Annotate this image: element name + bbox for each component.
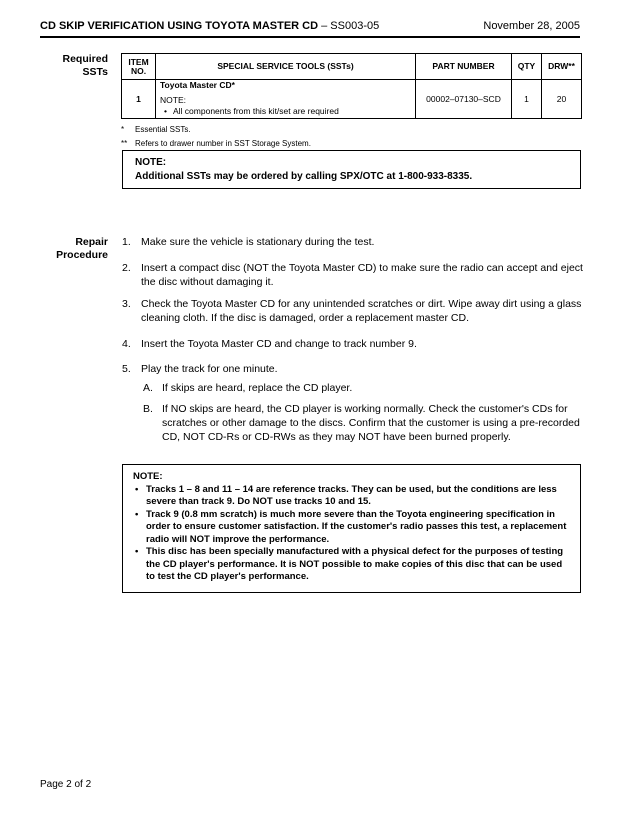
header-item-no: ITEM NO. (122, 54, 156, 80)
required-ssts-label (40, 53, 108, 79)
list-item (122, 297, 584, 325)
cell-item-no: 1 (122, 80, 156, 119)
cell-drw: 20 (542, 80, 582, 119)
list-item (122, 362, 584, 376)
table-footnotes (121, 123, 311, 151)
step-text: Insert a compact disc (NOT the Toyota Master CD) to make sure the radio can accept and eject the disc without damaging it. (141, 262, 583, 288)
header-special-service-tools: SPECIAL SERVICE TOOLS (SSTs) (156, 54, 416, 80)
tool-note-label: NOTE: (160, 95, 186, 105)
step-number: 4. (122, 338, 131, 350)
cell-part-number: 00002–07130–SCD (416, 80, 512, 119)
cell-qty: 1 (512, 80, 542, 119)
header-part-number: PART NUMBER (416, 54, 512, 80)
note-box-ordering (122, 150, 581, 189)
header-title-line (40, 20, 379, 32)
step-number: 5. (122, 363, 131, 375)
bullet-icon: • (135, 508, 139, 520)
sst-table (121, 53, 582, 119)
footnote-drawer: ** Refers to drawer number in SST Storage System. (121, 139, 311, 148)
note-bullet (133, 509, 570, 547)
tool-name: Toyota Master CD* (160, 80, 235, 90)
note-box-tracks (122, 464, 581, 593)
step-text: Check the Toyota Master CD for any unintended scratches or dirt. Wipe away dirt using a glass cleaning cloth. If the disc is damaged, order a replacement master CD. (141, 298, 582, 324)
list-item (122, 261, 584, 289)
substep-letter: A. (143, 382, 153, 394)
required-label-line-2: SSTs (82, 66, 108, 78)
substep-letter: B. (143, 403, 153, 415)
repair-label-line-1: Repair (75, 236, 108, 248)
repair-label-line-2: Procedure (56, 249, 108, 261)
table-row (122, 80, 582, 119)
step-number: 3. (122, 298, 131, 310)
note-label: NOTE: (133, 471, 163, 482)
step-text: Play the track for one minute. (141, 363, 278, 375)
note-bullet-text: Tracks 1 – 8 and 11 – 14 are reference tracks. They can be used, but the conditions are less severe than track 9. Do NOT use tracks 10 and 15. (146, 483, 557, 507)
note-bullet (133, 546, 570, 584)
substep-text: If NO skips are heard, the CD player is working normally. Check the customer's CDs for scratches or other damage to the discs. Confirm that the customer is using a pre-recorded CD, NOT CD-Rs or CD-RWs as they may NOT have been burned properly. (162, 403, 580, 443)
tool-note-bullet (164, 106, 411, 116)
document-date: November 28, 2005 (483, 20, 580, 32)
document-title: CD SKIP VERIFICATION USING TOYOTA MASTER CD (40, 20, 319, 32)
repair-procedure-label (40, 236, 108, 262)
header-drw: DRW** (542, 54, 582, 80)
list-item (122, 235, 584, 249)
tool-note-bullet-text: All components from this kit/set are required (173, 106, 339, 116)
note-ordering-text: Additional SSTs may be ordered by calling SPX/OTC at 1-800-933-8335. (135, 171, 473, 182)
bullet-icon: • (135, 546, 139, 557)
list-item (143, 402, 583, 444)
required-label-line-1: Required (62, 53, 108, 65)
page-number: Page 2 of 2 (40, 779, 92, 790)
step-number: 1. (122, 236, 131, 248)
footnote-essential: * Essential SSTs. (121, 125, 191, 134)
step-number: 2. (122, 262, 131, 274)
document-code: – SS003-05 (318, 20, 380, 32)
cell-tool (156, 80, 416, 119)
page-header (40, 20, 580, 38)
note-bullet (133, 484, 570, 509)
note-label: NOTE: (135, 157, 167, 168)
bullet-icon: • (164, 106, 167, 116)
step-text: Insert the Toyota Master CD and change to track number 9. (141, 338, 417, 350)
substep-text: If skips are heard, replace the CD player. (162, 382, 353, 394)
note-bullet-text: Track 9 (0.8 mm scratch) is much more severe than the Toyota engineering specification in order to ensure customer satisfaction. If the customer's radio passes this test, a replacement radio will NOT improve the performance. (146, 508, 567, 545)
bullet-icon: • (135, 483, 139, 495)
list-item (143, 381, 583, 395)
header-qty: QTY (512, 54, 542, 80)
step-text: Make sure the vehicle is stationary during the test. (141, 236, 375, 248)
note-bullet-text: This disc has been specially manufactured with a physical defect for the purposes of testing the CD player's performance. It is NOT possible to make copies of this disc that can be used to test the CD player's performance. (146, 546, 564, 582)
list-item (122, 337, 584, 351)
sst-table-header-row (122, 54, 582, 80)
